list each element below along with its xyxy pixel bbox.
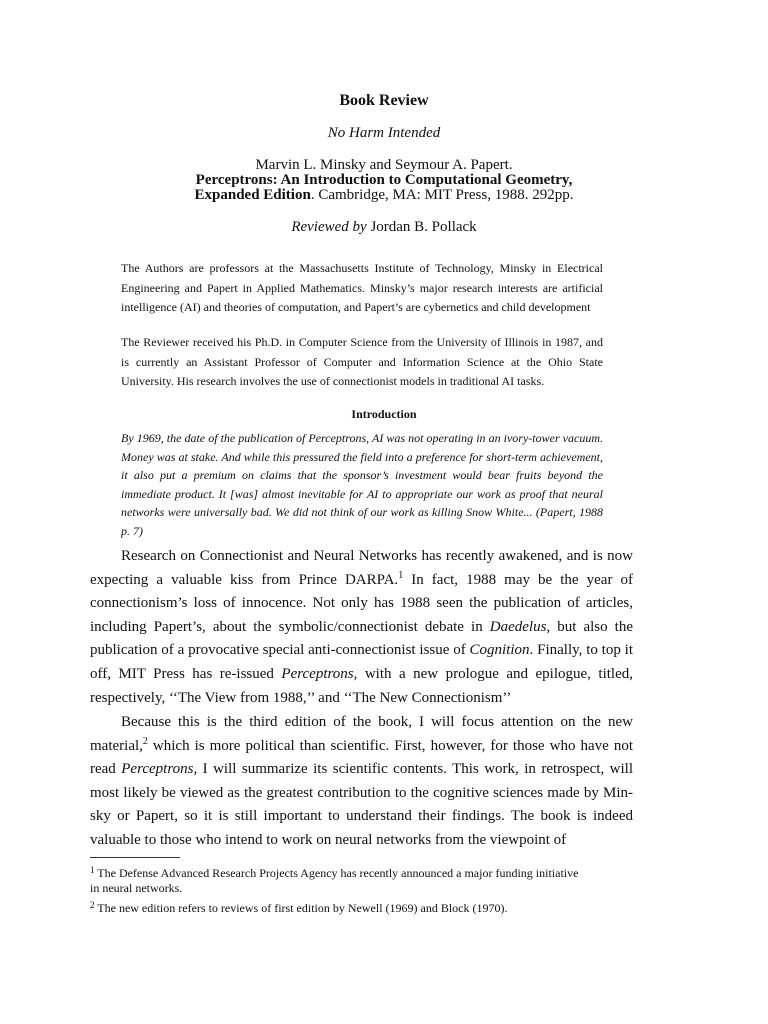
reviewed-by-label: Reviewed by xyxy=(291,219,367,235)
book-title-line2 xyxy=(0,188,768,203)
footnote-number: 2 xyxy=(90,900,95,910)
book-name-perceptrons: Perceptrons xyxy=(281,665,354,682)
text-run: . Finally, to top it off, MIT Press has re-issued xyxy=(90,642,633,682)
reviewer-bio: The Reviewer received his Ph.D. in Computer Science from the University of Illinois in 1987, and is currently an Assistant Professor of Computer and Information Science at the Ohio State University. His research involves the use of connectionist models in traditional AI tasks. xyxy=(121,335,603,388)
footnote-ref-2[interactable]: 2 xyxy=(142,735,148,747)
review-subtitle: No Harm Intended xyxy=(327,125,441,141)
section-heading-introduction: Introduction xyxy=(351,407,417,421)
book-citation xyxy=(0,158,768,203)
book-publication: . Cambridge, MA: MIT Press, 1988. 292pp. xyxy=(310,187,574,203)
epigraph-quote: By 1969, the date of the publication of Perceptrons, AI was not operating in an ivory-tower vacuum. Money was at stake. And while this pressured the field into a preference for short-term achievement, it also put a premium on claims that the sponsor’s investment would bear fruits beyond the immediate product. It [was] almost inevitable for AI to appropriate our work as proof that neural networks were universally bad. We did not think of our work as killing Snow White... (Papert, 1988 p. 7) xyxy=(121,431,603,538)
journal-name-daedelus: Daedelus xyxy=(489,618,547,635)
text-run: Research on Connectionist and Neural Networks has recently awakened, and is now expecting a valuable kiss from Prince DARPA. xyxy=(90,548,633,588)
text-run: , with a new prologue and epilogue, titled, respectively, ‘‘The View from 1988,’’ and ‘‘The New Connectionism’’ xyxy=(90,665,633,706)
journal-name-cognition: Cognition xyxy=(469,642,530,659)
text-run: In fact, 1988 may be the year of connectionism’s loss of innocence. Not only has 1988 seen the publication of articles, including Papert’s, about the symbolic/connectionist debate in xyxy=(90,571,634,635)
text-run: which is more political than scientific. First, however, for those who have not read xyxy=(90,737,633,778)
footnote-text: The new edition refers to reviews of first edition by Newell (1969) and Block (1970). xyxy=(94,901,508,915)
reviewer-line xyxy=(0,219,768,236)
book-title-line1: Perceptrons: An Introduction to Computational Geometry, xyxy=(195,172,573,188)
text-run: Because this is the third edition of the book, I will focus attention on the new material, xyxy=(90,714,633,754)
book-name-perceptrons: Perceptrons xyxy=(121,761,194,778)
page-title: Book Review xyxy=(339,92,429,109)
body-paragraph-2 xyxy=(90,711,633,853)
authors-bio: The Authors are professors at the Massachusetts Institute of Technology, Minsky in Electrical Engineering and Papert in Applied Mathematics. Minsky’s major research interests are artificial intelligence (AI) and theories of computation, and Papert’s are cybernetics and child development xyxy=(121,261,603,314)
footnote-2 xyxy=(90,901,590,916)
reviewer-name: Jordan B. Pollack xyxy=(370,219,477,235)
footnote-number: 1 xyxy=(90,865,95,875)
footnote-ref-1[interactable]: 1 xyxy=(398,569,404,581)
footnote-text: The Defense Advanced Research Projects Agency has recently announced a major funding initiative in neural networks. xyxy=(90,866,579,895)
body-paragraph-1 xyxy=(90,545,633,710)
book-edition: Expanded Edition xyxy=(194,187,311,203)
book-authors: Marvin L. Minsky and Seymour A. Papert. xyxy=(255,157,513,173)
text-run: , I will summarize its scientific contents. This work, in retrospect, will most likely be viewed as the greatest contribution to the cognitive sciences made by Min-sky or Papert, so it is still important to understand their findings. The book is indeed valuable to those who intend to work on neural networks from the viewpoint of xyxy=(90,761,634,848)
text-run: , but also the publication of a provocative special anti-connectionist issue of xyxy=(90,618,634,659)
footnote-1 xyxy=(90,866,590,896)
footnote-divider xyxy=(90,857,180,858)
